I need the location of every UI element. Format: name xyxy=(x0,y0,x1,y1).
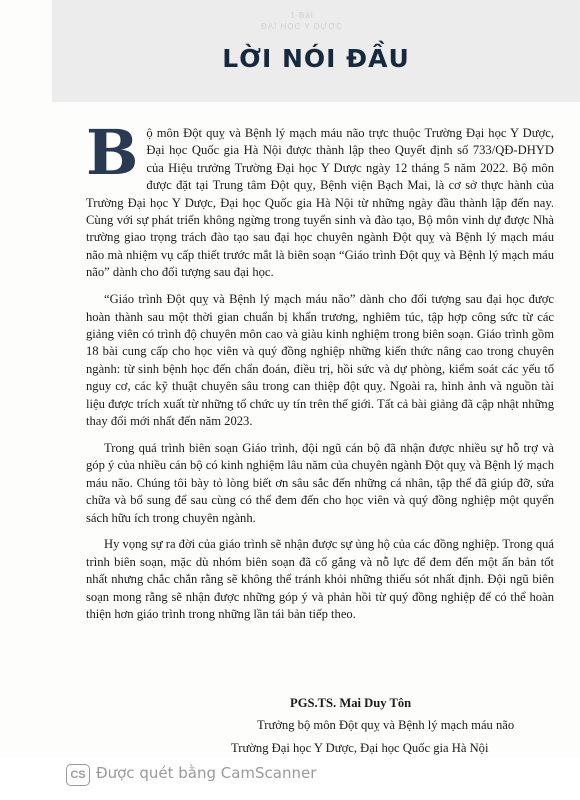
bleed-line-1: 1 Bài xyxy=(290,11,314,20)
body-text xyxy=(86,116,555,633)
paragraph-1-text: ộ môn Đột quỵ và Bệnh lý mạch máu não trực thuộc Trường Đại học Y Dược, Đại học Quốc gia Hà Nội được thành lập theo Quyết định số 733/QĐ-DHYD của Hiệu trưởng Trường Đại học Y Dược ngày 12 tháng 5 năm 2022. Bộ môn được đặt tại Trung tâm Đột quỵ, Bệnh viện Bạch Mai, là cơ sở thực hành của Trường Đại học Y Dược, Đại học Quốc gia Hà Nội từ những ngày đầu thành lập đến nay. Cùng với sự phát triển không ngừng trong tuyển sinh và đào tạo, Bộ môn vinh dự được Nhà trường giao trọng trách đào tạo sau đại học chuyên ngành Đột quỵ và Bệnh lý mạch máu não mà nhiệm vụ cấp thiết trước mắt là biên soạn “Giáo trình Đột quỵ và Bệnh lý mạch máu não” dành cho đối tượng sau đại học. xyxy=(86,126,554,280)
signature-name: PGS.TS. Mai Duy Tôn xyxy=(290,696,412,710)
paragraph-2: “Giáo trình Đột quỵ và Bệnh lý mạch máu não” dành cho đối tượng sau đại học được hoàn thành sau một thời gian chuẩn bị khẩn trương, nghiêm túc, tập hợp công sức từ các giảng viên có trình độ chuyên môn cao và giàu kinh nghiệm trong biên soạn. Giáo trình gồm 18 bài cung cấp cho học viên và quý đồng nghiệp những kiến thức nâng cao trong chuyên ngành: từ sinh bệnh học đến chẩn đoán, điều trị, hồi sức và dự phòng, kiểm soát các yếu tố nguy cơ, các kỹ thuật chuyên sâu trong can thiệp đột quỵ. Ngoài ra, hình ảnh và nguồn tài liệu được trích xuất từ những tổ chức uy tín trên thế giới. Tất cả bài giảng đã cập nhật những thay đổi mới nhất đến năm 2023. xyxy=(86,292,554,428)
drop-cap: B xyxy=(86,116,139,189)
signature-role-1: Trưởng bộ môn Đột quỵ và Bệnh lý mạch máu não xyxy=(257,718,515,732)
page-title: LỜI NÓI ĐẦU xyxy=(222,44,410,73)
paragraph-4: Hy vọng sự ra đời của giáo trình sẽ nhận được sự ủng hộ của các đồng nghiệp. Trong quá trình biên soạn, mặc dù nhóm biên soạn đã cố gắng và nỗ lực để đem đến một ấn bản tốt nhất nhưng chắc chắn rằng sẽ không thể tránh khỏi những thiếu sót nhất định. Đội ngũ biên soạn mong rằng sẽ nhận được những góp ý và phản hồi từ quý đồng nghiệp để có thể hoàn thiện hơn giáo trình trong những lần tái bản tiếp theo. xyxy=(86,537,555,622)
paragraph-1 xyxy=(86,116,554,282)
signature-role-2: Trường Đại học Y Dược, Đại học Quốc gia Hà Nội xyxy=(231,741,489,755)
bleed-line-2: ĐẠI HỌC Y DƯỢC xyxy=(260,22,344,31)
camscanner-logo-icon: CS xyxy=(66,764,90,786)
paragraph-3: Trong quá trình biên soạn Giáo trình, đội ngũ cán bộ đã nhận được nhiều sự hỗ trợ và góp ý của nhiều cán bộ có kinh nghiệm lâu năm của chuyên ngành Đột quỵ và Bệnh lý mạch máu não. Chúng tôi bày tỏ lòng biết ơn sâu sắc đến những cá nhân, tập thể đã giúp đỡ, sửa chữa và bổ sung để sau cùng có thể đem đến cho học viên và quý đồng nghiệp một quyển sách hữu ích trong chuyên ngành. xyxy=(86,440,554,525)
camscanner-watermark: Được quét bằng CamScanner xyxy=(96,764,317,782)
bleed-through-text xyxy=(252,10,352,32)
